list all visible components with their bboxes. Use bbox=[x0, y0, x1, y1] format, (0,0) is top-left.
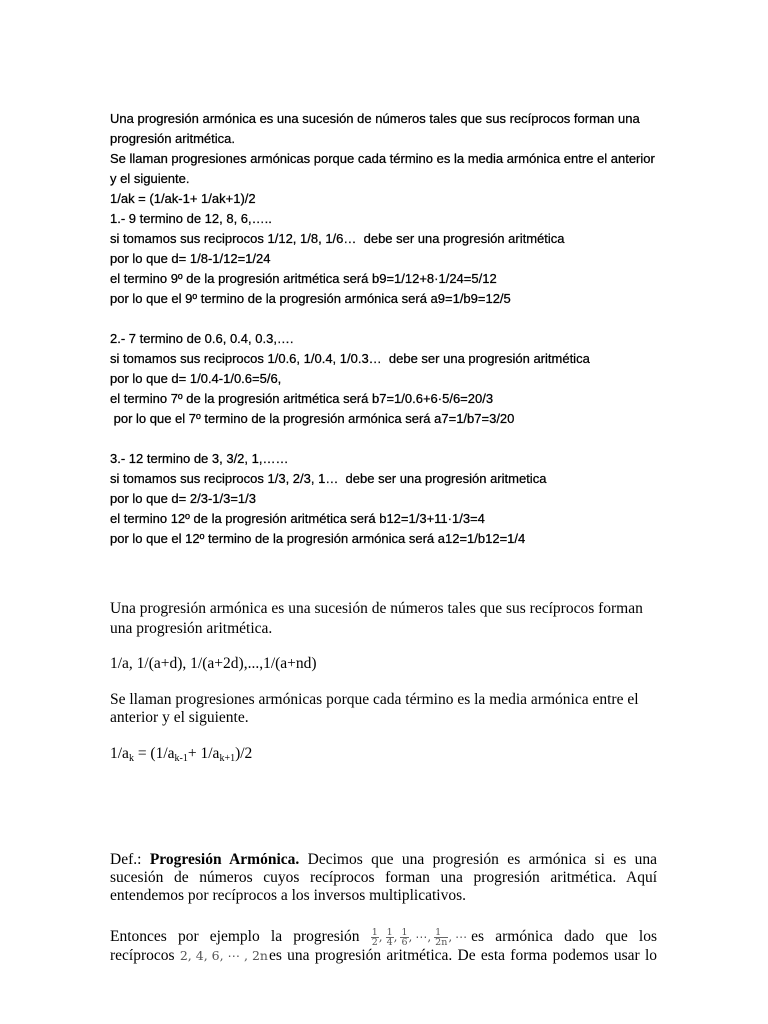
definition-line: una progresión aritmética. bbox=[110, 620, 273, 637]
math-separator: , bbox=[427, 930, 432, 945]
example-text: recíprocos bbox=[110, 947, 175, 964]
fraction-denominator: 2n bbox=[435, 936, 448, 948]
formal-definition bbox=[110, 851, 657, 905]
math-separator: , bbox=[378, 930, 383, 945]
worked-example-1 bbox=[110, 209, 655, 309]
fraction-numerator: 1 bbox=[371, 926, 378, 938]
intro-line: progresión aritmética. bbox=[110, 131, 235, 146]
formal-definition-line bbox=[110, 851, 657, 869]
fraction-numerator: 1 bbox=[386, 926, 393, 938]
reciprocals-math: 2, 4, 6, ⋯ , 2n bbox=[179, 948, 268, 963]
notes-section bbox=[110, 109, 655, 549]
naming-paragraph bbox=[110, 691, 639, 727]
example-paragraph bbox=[110, 927, 657, 965]
definition-term: Progresión Armónica. bbox=[149, 851, 300, 868]
fraction-denominator: 2 bbox=[371, 936, 378, 948]
fraction-numerator: 1 bbox=[401, 926, 408, 938]
intro-formula: 1/ak = (1/ak-1+ 1/ak+1)/2 bbox=[110, 191, 256, 206]
formula-subscript: k bbox=[128, 753, 134, 764]
example-step: el termino 7º de la progresión aritmética será b7=1/0.6+6·5/6=20/3 bbox=[110, 391, 494, 406]
formula-subscript: k-1 bbox=[174, 753, 188, 764]
intro-line: Se llaman progresiones armónicas porque cada término es la media armónica entre el anterior bbox=[110, 151, 655, 166]
formula-term: + 1/a bbox=[187, 745, 220, 762]
definition-paragraph bbox=[110, 599, 643, 639]
intro-line: Una progresión armónica es una sucesión de números tales que sus recíprocos forman una bbox=[110, 111, 640, 126]
recurrence-formula bbox=[110, 745, 252, 763]
formula-term: 1/a bbox=[110, 745, 129, 762]
math-separator: , bbox=[448, 930, 453, 945]
example-text: es armónica dado que los bbox=[471, 928, 657, 945]
formula-subscript: k+1 bbox=[219, 753, 236, 764]
example-text: Entonces por ejemplo la progresión bbox=[110, 928, 360, 945]
example-step: por lo que el 7º termino de la progresión armónica será a7=1/b7=3/20 bbox=[110, 411, 515, 426]
math-separator: , bbox=[393, 930, 398, 945]
example-step: el termino 9º de la progresión aritmética será b9=1/12+8·1/24=5/12 bbox=[110, 271, 497, 286]
example-step: el termino 12º de la progresión aritmética será b12=1/3+11·1/3=4 bbox=[110, 511, 485, 526]
formula-term: = (1/a bbox=[133, 745, 175, 762]
definition-text: Decimos que una progresión es armónica si es una bbox=[307, 851, 658, 868]
fraction-denominator: 4 bbox=[386, 936, 393, 948]
example-heading: 1.- 9 termino de 12, 8, 6,….. bbox=[110, 211, 272, 226]
harmonic-sequence-math bbox=[371, 927, 470, 947]
fraction bbox=[371, 928, 379, 947]
example-heading: 2.- 7 termino de 0.6, 0.4, 0.3,…. bbox=[110, 331, 294, 346]
formula-term: )/2 bbox=[235, 745, 253, 762]
example-step: por lo que d= 1/0.4-1/0.6=5/6, bbox=[110, 371, 282, 386]
example-heading: 3.- 12 termino de 3, 3/2, 1,…… bbox=[110, 451, 289, 466]
example-text: es una progresión aritmética. De esta forma podemos usar lo bbox=[268, 947, 658, 964]
general-form-formula: 1/a, 1/(a+d), 1/(a+2d),...,1/(a+nd) bbox=[110, 655, 317, 672]
fraction bbox=[434, 928, 448, 947]
math-ellipsis: ⋯ bbox=[455, 930, 468, 945]
math-separator: , bbox=[408, 930, 413, 945]
intro-line: y el siguiente. bbox=[110, 171, 190, 186]
example-step: si tomamos sus reciprocos 1/0.6, 1/0.4, 1/0.3… debe ser una progresión aritmética bbox=[110, 351, 590, 366]
worked-example-2 bbox=[110, 329, 655, 429]
example-line bbox=[110, 927, 657, 946]
formal-definition-line: entendemos por recíprocos a los inversos multiplicativos. bbox=[110, 887, 466, 904]
fraction bbox=[386, 928, 394, 947]
fraction bbox=[400, 928, 408, 947]
definition-line: Una progresión armónica es una sucesión de números tales que sus recíprocos forman bbox=[110, 600, 643, 617]
definition-label: Def.: bbox=[110, 851, 142, 868]
example-step: por lo que el 9º termino de la progresión armónica será a9=1/b9=12/5 bbox=[110, 291, 511, 306]
example-step: por lo que d= 1/8-1/12=1/24 bbox=[110, 251, 271, 266]
example-step: si tomamos sus reciprocos 1/3, 2/3, 1… debe ser una progresión aritmetica bbox=[110, 471, 547, 486]
example-line bbox=[110, 946, 657, 965]
naming-line: anterior y el siguiente. bbox=[110, 709, 249, 726]
fraction-denominator: 6 bbox=[401, 936, 408, 948]
math-ellipsis: ⋯ bbox=[415, 930, 428, 945]
example-step: por lo que d= 2/3-1/3=1/3 bbox=[110, 491, 257, 506]
formal-definition-line: sucesión de números cuyos recíprocos forman una progresión aritmética. Aquí bbox=[110, 869, 657, 886]
fraction-numerator: 1 bbox=[435, 926, 442, 938]
example-step: si tomamos sus reciprocos 1/12, 1/8, 1/6… debe ser una progresión aritmética bbox=[110, 231, 565, 246]
example-step: por lo que el 12º termino de la progresión armónica será a12=1/b12=1/4 bbox=[110, 531, 526, 546]
worked-example-3 bbox=[110, 449, 655, 549]
naming-line: Se llaman progresiones armónicas porque cada término es la media armónica entre el bbox=[110, 691, 639, 708]
